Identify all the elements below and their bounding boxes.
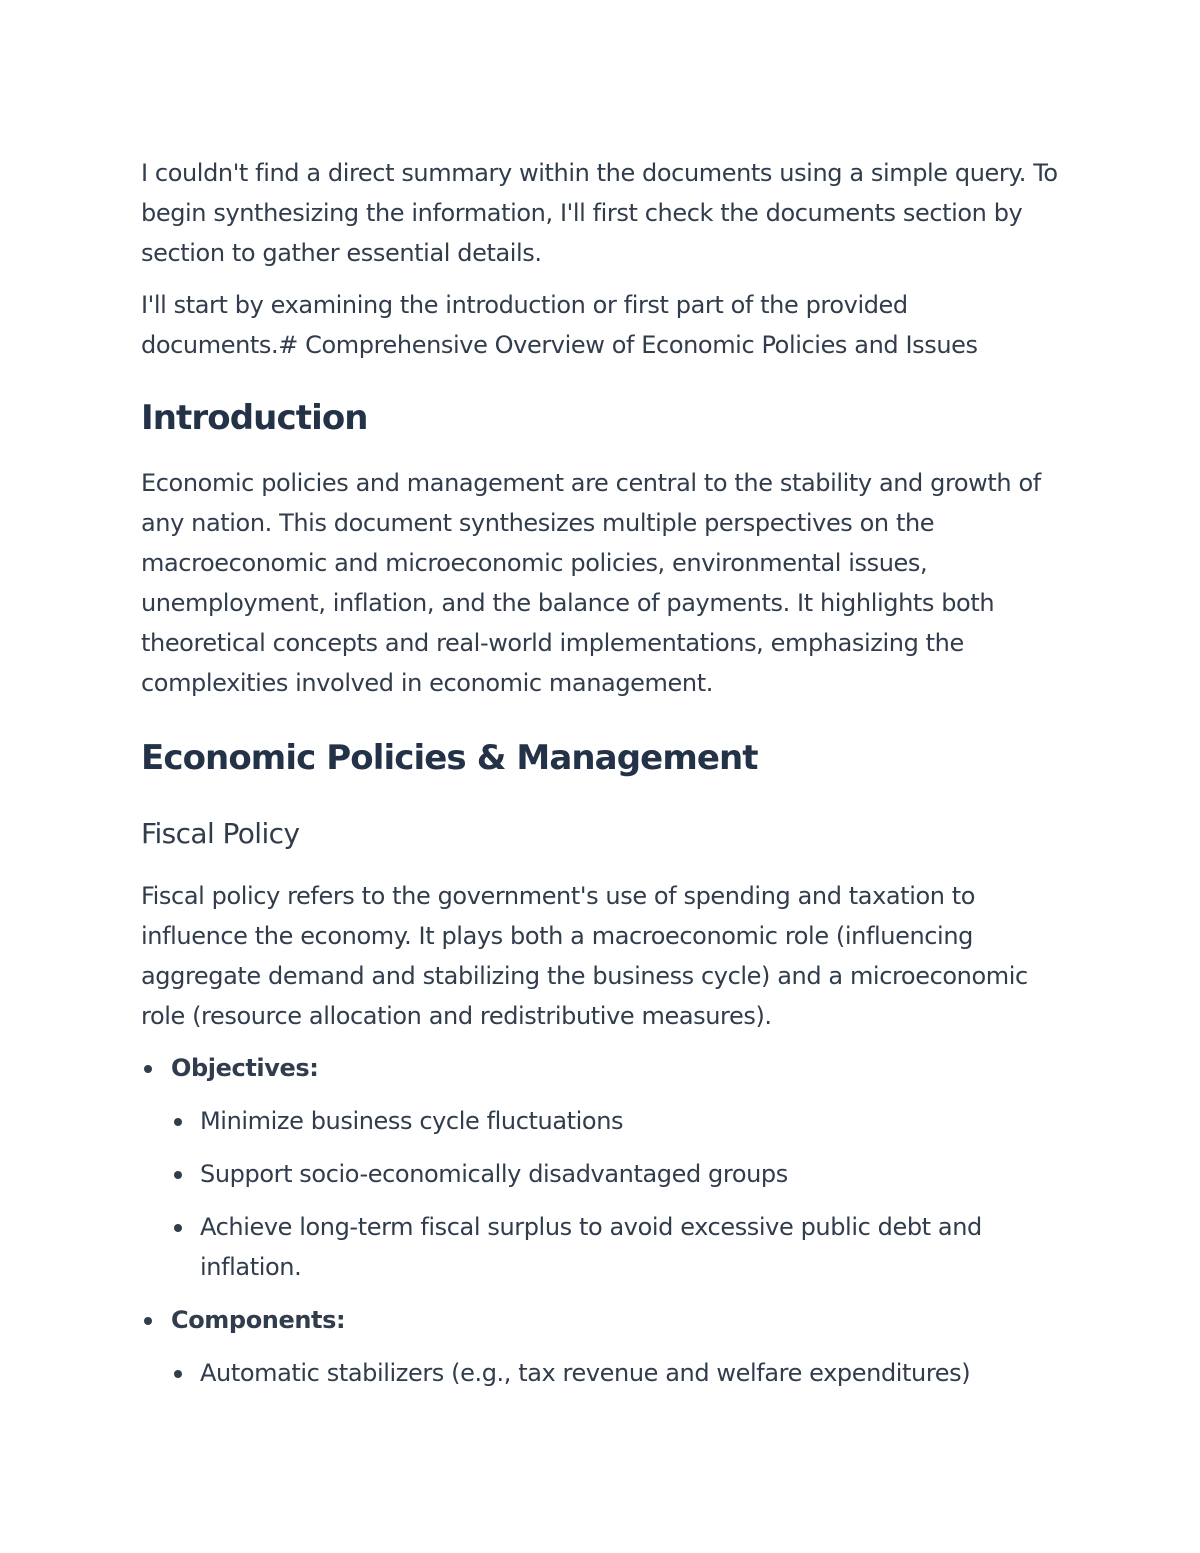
fiscal-policy-heading: Fiscal Policy: [141, 817, 300, 850]
objectives-list-item: [141, 1048, 1066, 1287]
introduction-body: Economic policies and management are central to the stability and growth of any nation. This document synthesizes multiple perspectives on the macroeconomic and microeconomic policies, environmental issues, unemployment, inflation, and the balance of payments. It highlights both theoretical concepts and real-world implementations, emphasizing the complexities involved in economic management.: [141, 469, 1041, 697]
objective-text: Achieve long-term fiscal surplus to avoid excessive public debt and inflation.: [200, 1213, 982, 1281]
bullet-icon: [174, 1118, 182, 1126]
bullet-icon: [174, 1224, 182, 1232]
economic-policies-heading: Economic Policies & Management: [141, 738, 758, 778]
components-label: Components:: [171, 1306, 346, 1334]
fiscal-policy-list: [141, 1048, 1066, 1393]
bullet-icon: [144, 1317, 152, 1325]
objectives-label: Objectives:: [171, 1054, 319, 1082]
intro-paragraph-1: I couldn't find a direct summary within the documents using a simple query. To begin synthesizing the information, I'll first check the documents section by section to gather essential details.: [141, 159, 1058, 267]
introduction-heading: Introduction: [141, 398, 368, 438]
objective-item: [171, 1154, 1066, 1194]
components-list-item: [141, 1300, 1066, 1393]
component-item: [171, 1353, 1066, 1393]
components-sublist: [171, 1353, 1066, 1393]
bullet-icon: [174, 1370, 182, 1378]
bullet-icon: [144, 1065, 152, 1073]
component-text: Automatic stabilizers (e.g., tax revenue and welfare expenditures): [200, 1359, 971, 1387]
fiscal-policy-body: Fiscal policy refers to the government's use of spending and taxation to influence the economy. It plays both a macroeconomic role (influencing aggregate demand and stabilizing the business cycle) and a microeconomic role (resource allocation and redistributive measures).: [141, 882, 1028, 1030]
objective-text: Minimize business cycle fluctuations: [200, 1107, 624, 1135]
objective-text: Support socio-economically disadvantaged groups: [200, 1160, 788, 1188]
document-page: [141, 153, 1066, 1406]
objective-item: [171, 1101, 1066, 1141]
bullet-icon: [174, 1171, 182, 1179]
objective-item: [171, 1207, 1066, 1287]
objectives-sublist: [171, 1101, 1066, 1287]
intro-paragraph-2: I'll start by examining the introduction or first part of the provided documents.# Comprehensive Overview of Economic Policies and Issues: [141, 291, 978, 359]
